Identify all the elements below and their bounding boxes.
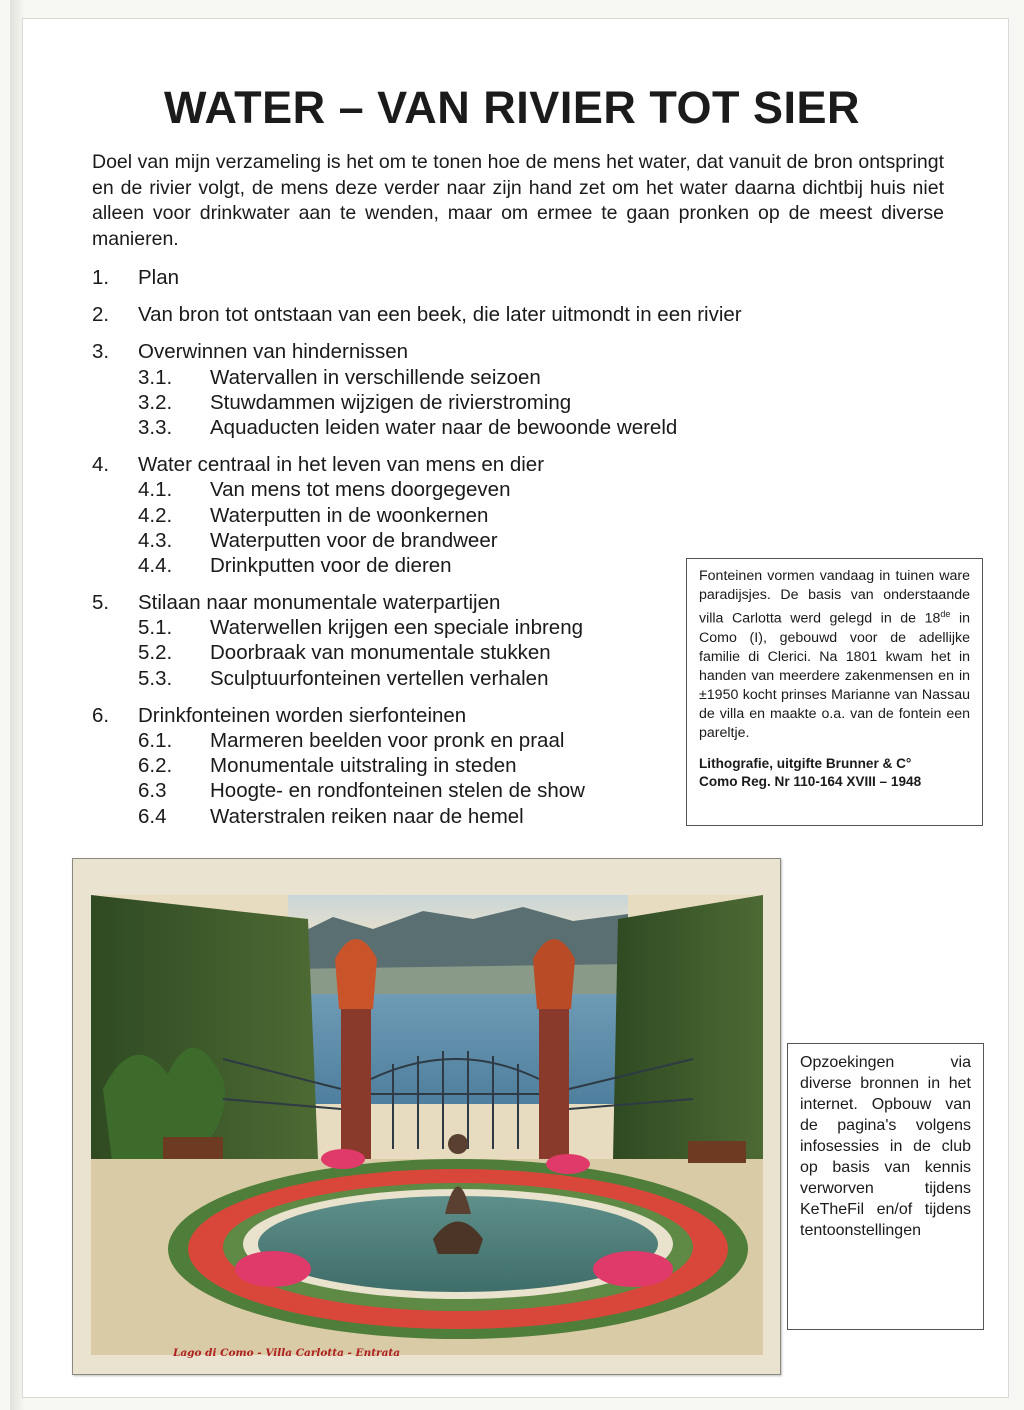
toc-subnumber: 5.2. (138, 641, 173, 665)
toc-label: Drinkfonteinen worden sierfonteinen (138, 703, 467, 727)
toc-sublabel: Monumentale uitstraling in steden (210, 754, 517, 778)
toc-sublabel: Sculptuurfonteinen vertellen verhalen (210, 666, 549, 690)
toc-subitem (138, 477, 792, 502)
toc-number: 1. (92, 266, 110, 289)
toc-label: Stilaan naar monumentale waterpartijen (138, 591, 501, 615)
toc-sublabel: Waterputten voor de brandweer (210, 528, 498, 552)
toc-sublabel: Waterwellen krijgen een speciale inbreng (210, 616, 584, 640)
research-box-text: Opzoekingen via diverse bronnen in het internet. Opbouw van de pagina's volgens infosessies in de club op basis van kennis verworven tijdens KeTheFil en/of tijdens tentoonstellingen (800, 1054, 971, 1239)
toc-subitem (138, 415, 792, 440)
toc-item (92, 265, 792, 290)
toc-label: Van bron tot ontstaan van een beek, die later uitmondt in een rivier (138, 303, 742, 327)
toc-label: Water centraal in het leven van mens en dier (138, 453, 545, 477)
toc-section (92, 265, 792, 290)
postcard-caption: Lago di Como - Villa Carlotta - Entrata (173, 1347, 401, 1359)
toc-subnumber: 3.2. (138, 390, 173, 414)
toc-item (92, 452, 792, 477)
toc-sublabel: Waterputten in de woonkernen (210, 503, 489, 527)
info-box (686, 558, 983, 826)
toc-number: 4. (92, 453, 110, 477)
toc-item (92, 302, 792, 327)
toc-sublabel: Doorbraak van monumentale stukken (210, 641, 551, 665)
research-box (787, 1043, 984, 1330)
toc-sublabel: Drinkputten voor de dieren (210, 553, 452, 577)
toc-subitem (138, 390, 792, 415)
toc-subnumber: 5.3. (138, 666, 173, 690)
toc-label: Plan (138, 266, 180, 289)
toc-sublabel: Marmeren beelden voor pronk en praal (210, 729, 565, 752)
toc-sublabel: Aquaducten leiden water naar de bewoonde wereld (210, 415, 678, 439)
toc-subsections (92, 365, 792, 441)
page-title: WATER – VAN RIVIER TOT SIER (163, 82, 861, 133)
toc-subnumber: 4.4. (138, 553, 173, 577)
postcard-villa-carlotta (72, 858, 781, 1375)
toc-section (92, 339, 792, 440)
toc-sublabel: Waterstralen reiken naar de hemel (210, 804, 524, 828)
toc-subnumber: 6.2. (138, 754, 173, 778)
toc-subnumber: 4.1. (138, 478, 173, 502)
postcard-illustration (73, 859, 780, 1374)
toc-subnumber: 6.4 (138, 804, 167, 828)
toc-subnumber: 4.3. (138, 528, 173, 552)
toc-sublabel: Stuwdammen wijzigen de rivierstroming (210, 390, 572, 414)
toc-item (92, 339, 792, 364)
info-box-text: Fonteinen vormen vandaag in tuinen ware paradijsjes. De basis van onderstaande villa Carlotta werd gelegd in de 18de in Como (I), gebouwd voor de adellijke familie di Clerici. Na 1801 kwam het in handen van meerdere zakenmensen en in ±1950 kocht prinses Marianne van Nassau de villa en maakte o.a. van de fontein een pareltje. (699, 568, 970, 741)
toc-number: 3. (92, 340, 110, 364)
toc-subitem (138, 503, 792, 528)
toc-subnumber: 3.3. (138, 415, 173, 439)
toc-sublabel: Hoogte- en rondfonteinen stelen de show (210, 779, 585, 803)
toc-subnumber: 3.1. (138, 365, 173, 389)
toc-subitem (138, 528, 792, 553)
toc-subnumber: 5.1. (138, 616, 173, 640)
toc-subnumber: 6.3 (138, 779, 167, 803)
toc-label: Overwinnen van hindernissen (138, 340, 409, 364)
toc-section (92, 302, 792, 327)
intro-paragraph: Doel van mijn verzameling is het om te tonen hoe de mens het water, dat vanuit de bron ontspringt en de rivier volgt, de mens deze verder naar zijn hand zet om het water daarna dichtbij huis niet alleen voor drinkwater aan te wenden, maar om ermee te gaan pronken op de meest diverse manieren. (92, 151, 944, 250)
toc-number: 5. (92, 591, 110, 615)
lithography-credit: Lithografie, uitgifte Brunner & C° Como Reg. Nr 110-164 XVIII – 1948 (699, 755, 922, 789)
toc-sublabel: Watervallen in verschillende seizoen (210, 365, 541, 389)
toc-subnumber: 6.1. (138, 729, 173, 752)
toc-number: 6. (92, 703, 110, 727)
toc-number: 2. (92, 303, 110, 327)
toc-subnumber: 4.2. (138, 503, 173, 527)
toc-subitem (138, 365, 792, 390)
toc-sublabel: Van mens tot mens doorgegeven (210, 478, 511, 502)
